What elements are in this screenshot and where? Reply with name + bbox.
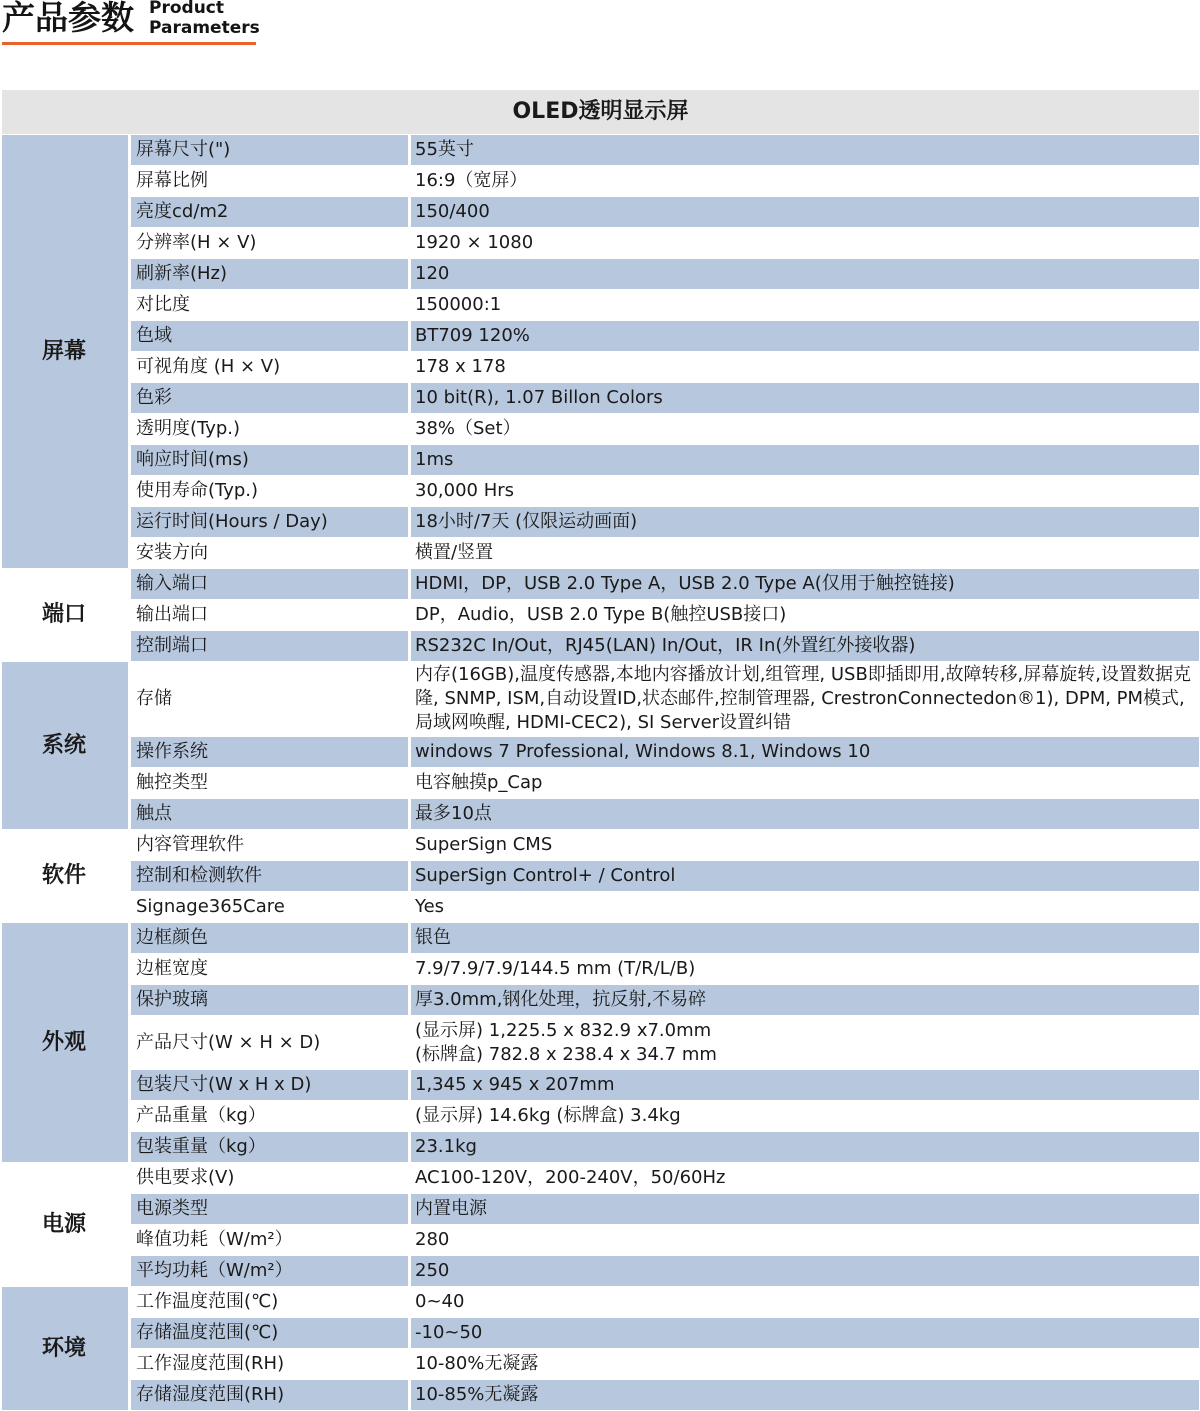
category-label: 系统 [2,662,128,830]
spec-value: SuperSign CMS [408,830,1199,861]
table-row [2,768,1199,799]
spec-label: 运行时间(Hours / Day) [128,507,408,538]
table-row [2,830,1199,861]
table-row [2,1380,1199,1411]
page-header [0,0,260,50]
spec-value: 38%（Set） [408,414,1199,445]
spec-table [2,90,1199,1411]
spec-label: 触点 [128,799,408,830]
table-row [2,1256,1199,1287]
table-row [2,631,1199,662]
spec-value: 280 [408,1225,1199,1256]
spec-label: 电源类型 [128,1194,408,1225]
spec-value: 横置/竖置 [408,538,1199,569]
spec-value: 电容触摸p_Cap [408,768,1199,799]
spec-value: 1,345 x 945 x 207mm [408,1070,1199,1101]
spec-label: 使用寿命(Typ.) [128,476,408,507]
spec-value: 厚3.0mm,钢化处理，抗反射,不易碎 [408,985,1199,1016]
spec-label: Signage365Care [128,892,408,923]
spec-label: 存储温度范围(℃) [128,1318,408,1349]
spec-label: 工作温度范围(℃) [128,1287,408,1318]
spec-value: 16:9（宽屏） [408,166,1199,197]
spec-label: 触控类型 [128,768,408,799]
table-row [2,1318,1199,1349]
table-row [2,1194,1199,1225]
spec-label: 分辨率(H × V) [128,228,408,259]
spec-label: 可视角度 (H × V) [128,352,408,383]
spec-label: 平均功耗（W/m²） [128,1256,408,1287]
spec-value: -10~50 [408,1318,1199,1349]
table-row [2,1163,1199,1194]
spec-value: 内存(16GB),温度传感器,本地内容播放计划,组管理, USB即插即用,故障转移,屏幕旋转,设置数据克隆, SNMP, ISM,自动设置ID,状态邮件,控制管理器, CrestronConnectedon®1), DPM, PM模式,局域网唤醒, HDMI-CEC2), SI Server设置纠错 [408,662,1199,737]
page-title-cn: 产品参数 [2,0,134,37]
table-row [2,290,1199,321]
table-row [2,600,1199,631]
spec-label: 控制端口 [128,631,408,662]
spec-value: 1ms [408,445,1199,476]
table-row [2,476,1199,507]
spec-value: HDMI，DP，USB 2.0 Type A，USB 2.0 Type A(仅用于触控链接) [408,569,1199,600]
spec-value: 0~40 [408,1287,1199,1318]
spec-label: 内容管理软件 [128,830,408,861]
spec-label: 对比度 [128,290,408,321]
page-title-en-line2: Parameters [149,18,260,38]
title-underline [2,42,256,45]
table-row [2,662,1199,737]
spec-label: 包装尺寸(W x H x D) [128,1070,408,1101]
spec-value: (显示屏) 14.6kg (标牌盒) 3.4kg [408,1101,1199,1132]
spec-label: 存储 [128,662,408,737]
category-label: 软件 [2,830,128,923]
spec-value: RS232C In/Out，RJ45(LAN) In/Out，IR In(外置红外接收器) [408,631,1199,662]
table-row [2,892,1199,923]
spec-label: 响应时间(ms) [128,445,408,476]
spec-label: 输入端口 [128,569,408,600]
page-title-en-line1: Product [149,0,224,18]
table-row [2,538,1199,569]
page-title-en [149,0,260,38]
table-row [2,445,1199,476]
spec-value: 178 x 178 [408,352,1199,383]
table-row [2,923,1199,954]
table-row [2,1132,1199,1163]
table-row [2,1101,1199,1132]
spec-value: 最多10点 [408,799,1199,830]
table-row [2,1349,1199,1380]
spec-value: 250 [408,1256,1199,1287]
spec-value: 18小时/7天 (仅限运动画面) [408,507,1199,538]
spec-label: 亮度cd/m2 [128,197,408,228]
spec-label: 工作湿度范围(RH) [128,1349,408,1380]
category-label: 外观 [2,923,128,1163]
spec-value-line: (标牌盒) 782.8 x 238.4 x 34.7 mm [415,1043,717,1065]
table-row [2,954,1199,985]
category-label: 端口 [2,569,128,662]
table-row [2,166,1199,197]
spec-label: 产品重量（kg） [128,1101,408,1132]
spec-value [408,1016,1199,1070]
spec-label: 产品尺寸(W × H × D) [128,1016,408,1070]
table-row [2,228,1199,259]
spec-value: SuperSign Control+ / Control [408,861,1199,892]
spec-label: 供电要求(V) [128,1163,408,1194]
table-row [2,321,1199,352]
spec-value: 120 [408,259,1199,290]
spec-label: 输出端口 [128,600,408,631]
spec-label: 包装重量（kg） [128,1132,408,1163]
table-row [2,1070,1199,1101]
spec-value: 23.1kg [408,1132,1199,1163]
spec-label: 安装方向 [128,538,408,569]
spec-value: 1920 × 1080 [408,228,1199,259]
table-row [2,383,1199,414]
table-row [2,985,1199,1016]
spec-value: 150/400 [408,197,1199,228]
spec-value: 7.9/7.9/7.9/144.5 mm (T/R/L/B) [408,954,1199,985]
table-row [2,1016,1199,1070]
table-row [2,861,1199,892]
spec-value: 150000:1 [408,290,1199,321]
table-row [2,1225,1199,1256]
spec-label: 边框颜色 [128,923,408,954]
spec-value-line: (显示屏) 1,225.5 x 832.9 x7.0mm [415,1019,712,1041]
table-row [2,259,1199,290]
table-row [2,569,1199,600]
spec-label: 操作系统 [128,737,408,768]
table-row [2,197,1199,228]
table-row [2,799,1199,830]
spec-label: 色彩 [128,383,408,414]
spec-value: Yes [408,892,1199,923]
spec-value: 银色 [408,923,1199,954]
table-row [2,737,1199,768]
category-label: 电源 [2,1163,128,1287]
spec-label: 透明度(Typ.) [128,414,408,445]
spec-label: 屏幕尺寸(") [128,135,408,166]
spec-value: windows 7 Professional, Windows 8.1, Windows 10 [408,737,1199,768]
spec-value: 55英寸 [408,135,1199,166]
category-label: 环境 [2,1287,128,1411]
table-row [2,507,1199,538]
spec-label: 刷新率(Hz) [128,259,408,290]
spec-value: DP，Audio，USB 2.0 Type B(触控USB接口) [408,600,1199,631]
spec-value: 30,000 Hrs [408,476,1199,507]
table-row [2,135,1199,166]
spec-label: 保护玻璃 [128,985,408,1016]
spec-value: 内置电源 [408,1194,1199,1225]
spec-label: 峰值功耗（W/m²） [128,1225,408,1256]
table-row [2,414,1199,445]
spec-value: AC100-120V，200-240V，50/60Hz [408,1163,1199,1194]
spec-value: 10-85%无凝露 [408,1380,1199,1411]
category-label: 屏幕 [2,135,128,569]
table-row [2,352,1199,383]
spec-value: BT709 120% [408,321,1199,352]
spec-label: 控制和检测软件 [128,861,408,892]
spec-label: 色域 [128,321,408,352]
spec-label: 存储湿度范围(RH) [128,1380,408,1411]
table-row [2,1287,1199,1318]
spec-label: 边框宽度 [128,954,408,985]
spec-value: 10 bit(R), 1.07 Billon Colors [408,383,1199,414]
table-title: OLED透明显示屏 [2,90,1199,135]
spec-value: 10-80%无凝露 [408,1349,1199,1380]
spec-label: 屏幕比例 [128,166,408,197]
